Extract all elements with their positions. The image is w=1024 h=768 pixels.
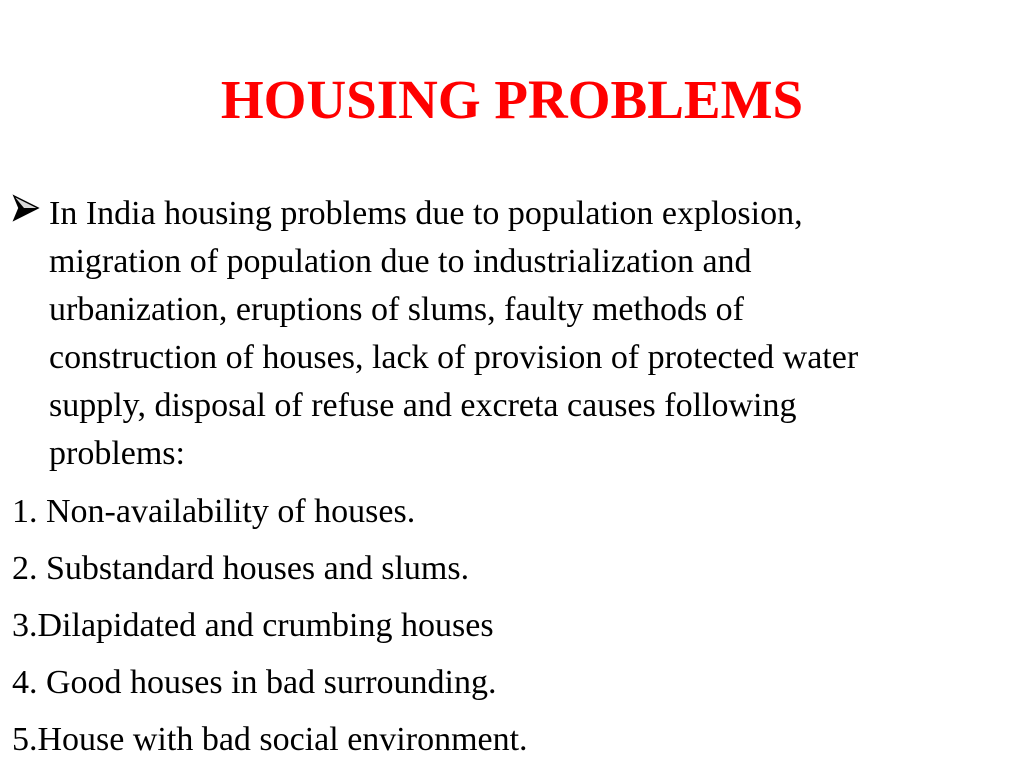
bullet-line: In India housing problems due to population explosion,	[49, 195, 803, 232]
list-item: 3.Dilapidated and crumbing houses	[12, 607, 494, 644]
bullet-line: supply, disposal of refuse and excreta causes following	[49, 387, 797, 424]
bullet-line: problems:	[49, 435, 185, 472]
list-item: 4. Good houses in bad surrounding.	[12, 664, 497, 701]
list-item: 1. Non-availability of houses.	[12, 493, 416, 530]
list-item: 5.House with bad social environment.	[12, 721, 528, 758]
bullet-line: migration of population due to industrialization and	[49, 243, 752, 280]
slide-title: HOUSING PROBLEMS	[220, 69, 804, 130]
arrowhead-bullet-icon	[12, 194, 40, 222]
bullet-text	[49, 190, 1012, 478]
list-item: 2. Substandard houses and slums.	[12, 550, 470, 587]
bullet-line: construction of houses, lack of provision of protected water	[49, 339, 859, 376]
problems-list	[12, 483, 1012, 768]
bullet-paragraph	[12, 190, 1012, 478]
bullet-line: urbanization, eruptions of slums, faulty methods of	[49, 291, 744, 328]
